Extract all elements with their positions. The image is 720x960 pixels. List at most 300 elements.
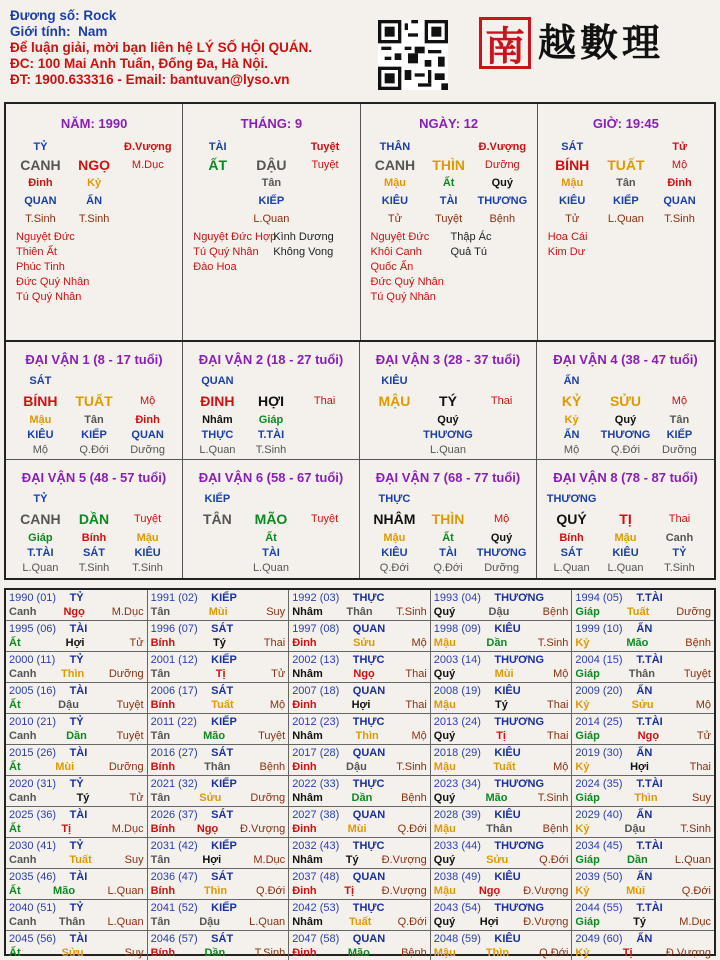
dai-van-row <box>6 545 182 560</box>
year-god: TÀI <box>69 747 88 759</box>
dai-van-state: Thai <box>313 395 336 407</box>
year-god: TÀI <box>69 871 88 883</box>
dai-van-state: Tuyệt <box>311 513 339 525</box>
year-cell <box>6 807 148 838</box>
dai-van-chi: DẦN <box>78 511 110 527</box>
year-state: L.Quan <box>674 854 711 866</box>
year-line <box>9 760 144 774</box>
year-state: Tuyệt <box>258 730 286 742</box>
year-cell <box>289 621 431 652</box>
year-line <box>9 746 144 760</box>
year-state: T.Sinh <box>680 823 711 835</box>
pillar-cell: Tân <box>261 177 282 189</box>
pillar-column <box>538 104 714 340</box>
dai-van-row <box>183 412 359 427</box>
year-line <box>151 915 286 929</box>
dai-van-cell-text: T.Sinh <box>255 443 287 456</box>
dai-van-cell-text: Dưỡng <box>130 443 165 456</box>
dai-van-cell-text: Ất <box>442 531 454 544</box>
year-god: THỰC <box>352 716 385 728</box>
year-line <box>292 746 427 760</box>
year-label: 1999 (10) <box>575 623 623 635</box>
brand-logo-text: 越數理 <box>538 20 665 65</box>
year-line <box>434 605 569 619</box>
year-can: Mậu <box>433 761 456 773</box>
dai-van-cell-text: THƯƠNG <box>476 546 527 559</box>
year-can: Tân <box>150 606 171 618</box>
pillar-cell: BÍNH <box>555 157 590 173</box>
year-line <box>575 915 711 929</box>
pillar-row <box>361 156 537 174</box>
pillar-cell: TÀI <box>439 195 458 207</box>
year-can: Nhâm <box>292 854 323 866</box>
pillar-cell: TỶ <box>33 141 48 153</box>
pillar-cell: DẬU <box>256 157 287 173</box>
dai-van-row <box>360 390 536 412</box>
four-pillars-panel <box>4 102 716 342</box>
year-line <box>292 853 427 867</box>
year-label: 2042 (53) <box>292 902 340 914</box>
year-can: Tân <box>150 668 171 680</box>
year-can: Bính <box>150 947 176 959</box>
year-can: Kỷ <box>575 823 590 835</box>
year-label: 2002 (13) <box>292 654 340 666</box>
year-cell <box>148 621 290 652</box>
dai-van-row <box>360 372 536 390</box>
year-state: Mộ <box>553 761 569 773</box>
pillar-row <box>538 174 714 192</box>
year-state: Tử <box>129 792 144 804</box>
year-can: Tân <box>150 854 171 866</box>
pillar-cell: Dưỡng <box>484 159 520 171</box>
year-line <box>434 932 569 946</box>
pillar-cell: NGỌ <box>78 157 111 173</box>
year-cell <box>6 900 148 931</box>
dai-van-row <box>6 412 182 427</box>
pillar-cell: Tuyệt <box>435 213 463 225</box>
dai-van-can: QUÝ <box>556 511 587 527</box>
year-label: 2017 (28) <box>292 747 340 759</box>
year-state: Tuyệt <box>116 699 144 711</box>
year-line <box>434 622 569 636</box>
year-cell <box>289 590 431 621</box>
chart-header <box>10 8 312 88</box>
dai-van-cell <box>183 342 360 460</box>
pillar-cell: TUẤT <box>607 157 645 173</box>
star-item: Đào Hoa <box>193 261 237 273</box>
year-state: Tử <box>129 637 144 649</box>
year-state: Mộ <box>411 637 427 649</box>
pillar-cell: Tuyệt <box>310 141 340 153</box>
dai-van-row <box>537 530 714 545</box>
year-label: 2047 (58) <box>292 933 340 945</box>
dai-van-cell-text: KIẾP <box>666 428 693 441</box>
year-state: Q.Đới <box>539 854 569 866</box>
dai-van-row <box>360 560 536 575</box>
year-label: 2009 (20) <box>575 685 623 697</box>
dai-van-cell-text: Bính <box>559 531 584 544</box>
year-god: KIÊU <box>494 871 521 883</box>
dai-van-cell-text: Q.Đới <box>433 561 463 574</box>
dai-van-row <box>183 508 359 530</box>
pillar-cell: L.Quan <box>607 213 644 225</box>
dai-van-cell-text: T.TÀI <box>27 546 54 559</box>
pillar-cell: Quý <box>491 177 514 189</box>
year-label: 2012 (23) <box>292 716 340 728</box>
year-chi: Dậu <box>199 916 221 928</box>
pillar-row <box>538 138 714 156</box>
year-label: 2034 (45) <box>575 840 623 852</box>
dai-van-state: Mộ <box>493 513 510 525</box>
year-line <box>9 884 144 898</box>
dai-van-chi: SỬU <box>609 393 642 409</box>
dai-van-cell-text: Giáp <box>258 413 284 426</box>
year-god: THƯƠNG <box>494 592 545 604</box>
year-chi: Hợi <box>65 637 85 649</box>
dai-van-chi: TUẤT <box>75 393 113 409</box>
dai-van-can: MẬU <box>378 393 411 409</box>
pillar-row <box>361 210 537 228</box>
year-cell <box>431 931 573 960</box>
year-line <box>575 870 711 884</box>
year-can: Nhâm <box>292 916 323 928</box>
year-can: Canh <box>9 916 37 928</box>
year-can: Bính <box>150 885 176 897</box>
star-item: Nguyệt Đức <box>370 231 430 243</box>
pillar-cell: M.Dục <box>131 159 164 171</box>
pillar-row <box>538 210 714 228</box>
year-can: Mậu <box>433 823 456 835</box>
year-can: Quý <box>433 792 456 804</box>
year-line <box>292 622 427 636</box>
year-label: 2024 (35) <box>575 778 623 790</box>
dai-van-row <box>6 372 182 390</box>
pillar-cell: T.Sinh <box>78 213 110 225</box>
year-can: Nhâm <box>292 730 323 742</box>
year-cell <box>572 683 714 714</box>
year-chi: Tý <box>212 637 226 649</box>
year-can: Mậu <box>433 637 456 649</box>
pillar-cell: QUAN <box>663 195 696 207</box>
year-chi: Dần <box>486 637 508 649</box>
dai-van-cell-text: Mậu <box>29 413 52 426</box>
year-god: KIÊU <box>494 747 521 759</box>
year-state: Đ.Vượng <box>240 823 286 835</box>
year-chi: Mão <box>485 792 508 804</box>
year-line <box>9 932 144 946</box>
year-line <box>434 853 569 867</box>
year-chi: Tý <box>633 916 646 928</box>
year-state: Thai <box>689 761 711 773</box>
year-line <box>151 839 286 853</box>
year-cell <box>289 745 431 776</box>
year-label: 1994 (05) <box>575 592 623 604</box>
year-state: Mộ <box>553 668 569 680</box>
dai-van-cell <box>537 460 714 578</box>
year-line <box>292 605 427 619</box>
year-chi: Dần <box>204 947 226 959</box>
star-item: Kim Dư <box>547 246 586 258</box>
dai-van-row <box>360 508 536 530</box>
year-god: ẤN <box>636 623 653 635</box>
dai-van-row <box>537 560 714 575</box>
year-can: Mậu <box>433 947 456 959</box>
year-line <box>9 698 144 712</box>
year-state: Thai <box>263 637 286 649</box>
year-label: 2037 (48) <box>292 871 340 883</box>
dai-van-cell <box>360 460 537 578</box>
pillar-cell: T.Sinh <box>25 213 56 225</box>
year-line <box>151 791 286 805</box>
year-cell <box>148 714 290 745</box>
pillar-cell: Đinh <box>28 177 53 189</box>
dai-van-row <box>183 490 359 508</box>
year-line <box>151 946 286 960</box>
year-can: Quý <box>433 730 456 742</box>
year-label: 1992 (03) <box>292 592 340 604</box>
year-god: SÁT <box>211 809 234 821</box>
year-can: Giáp <box>575 606 600 618</box>
year-label: 1990 (01) <box>9 592 57 604</box>
year-line <box>151 901 286 915</box>
year-can: Tân <box>150 792 171 804</box>
year-line <box>9 822 144 836</box>
year-line <box>9 791 144 805</box>
year-line <box>434 915 569 929</box>
year-label: 2018 (29) <box>433 747 481 759</box>
pillar-row <box>6 192 182 210</box>
year-can: Canh <box>9 854 37 866</box>
dai-van-row <box>183 427 359 442</box>
year-line <box>151 870 286 884</box>
year-state: L.Quan <box>249 916 286 928</box>
year-state: Dưỡng <box>676 606 711 618</box>
dai-van-cell-text: ẤN <box>563 428 580 441</box>
dai-van-god: QUAN <box>201 375 234 387</box>
year-chi: Hợi <box>479 916 499 928</box>
year-cell <box>431 838 573 869</box>
year-cell <box>431 869 573 900</box>
year-cell <box>289 652 431 683</box>
year-cell <box>6 776 148 807</box>
dai-van-row <box>537 490 714 508</box>
year-god: T.TÀI <box>636 840 663 852</box>
pillar-cell: Mậu <box>383 177 406 189</box>
year-line <box>292 729 427 743</box>
year-chi: Dần <box>626 854 648 866</box>
year-label: 2011 (22) <box>150 716 197 728</box>
year-chi: Dậu <box>488 606 510 618</box>
year-line <box>151 822 286 836</box>
year-label: 2035 (46) <box>9 871 57 883</box>
pillar-cell: L.Quan <box>253 213 290 225</box>
year-line <box>434 839 569 853</box>
year-line <box>575 729 711 743</box>
year-cell <box>431 776 573 807</box>
year-cell <box>572 590 714 621</box>
pillar-row <box>538 192 714 210</box>
year-line <box>575 946 711 960</box>
dai-van-state: Mộ <box>139 395 156 407</box>
year-state: Dưỡng <box>108 668 144 680</box>
dai-van-chi: HỢI <box>258 393 284 409</box>
year-can: Bính <box>150 637 176 649</box>
year-chi: Tị <box>622 947 633 959</box>
year-line <box>434 653 569 667</box>
year-god: KIẾP <box>211 716 237 728</box>
pillar-stars-good <box>16 230 89 305</box>
year-cell <box>6 652 148 683</box>
pillar-cell: Tân <box>616 177 636 189</box>
year-label: 2027 (38) <box>292 809 340 821</box>
year-cell <box>431 683 573 714</box>
year-line <box>292 791 427 805</box>
dai-van-row <box>6 560 182 575</box>
star-item: Tú Quý Nhân <box>193 246 259 258</box>
dai-van-god: ẤN <box>563 375 580 387</box>
year-label: 2005 (16) <box>9 685 57 697</box>
year-state: T.Sinh <box>254 947 286 959</box>
pillar-row <box>6 174 182 192</box>
year-god: ẤN <box>636 685 653 697</box>
dai-van-cell-text: L.Quan <box>22 561 59 574</box>
year-cell <box>6 590 148 621</box>
year-can: Đinh <box>292 885 317 897</box>
pillar-row <box>361 138 537 156</box>
year-state: Tử <box>696 730 711 742</box>
pillar-row <box>6 210 182 228</box>
year-line <box>151 667 286 681</box>
star-item: Đức Quý Nhân <box>16 276 90 288</box>
dai-van-can: CANH <box>20 511 61 527</box>
year-label: 2013 (24) <box>433 716 481 728</box>
year-god: TÀI <box>69 685 88 697</box>
dai-van-cell <box>183 460 360 578</box>
year-chi: Thân <box>58 916 86 928</box>
year-label: 2019 (30) <box>575 747 623 759</box>
year-cell <box>6 621 148 652</box>
star-item: Tú Quý Nhân <box>16 291 82 303</box>
year-label: 2008 (19) <box>433 685 481 697</box>
year-state: Đ.Vượng <box>381 885 427 897</box>
dai-van-row <box>537 427 714 442</box>
year-label: 1993 (04) <box>433 592 481 604</box>
dai-van-chi: THÌN <box>431 511 465 527</box>
star-item: Tú Quý Nhân <box>370 291 436 303</box>
year-can: Nhâm <box>292 606 323 618</box>
dai-van-title: ĐẠI VẬN 3 (28 - 37 tuổi) <box>375 352 521 367</box>
dai-van-cell-text: Mậu <box>136 531 159 544</box>
year-can: Canh <box>9 730 37 742</box>
year-line <box>151 684 286 698</box>
year-state: Tuyệt <box>116 730 144 742</box>
year-state: Tử <box>271 668 286 680</box>
dai-van-row <box>6 508 182 530</box>
year-state: Suy <box>266 606 286 618</box>
pillar-row <box>183 156 359 174</box>
year-cell <box>289 900 431 931</box>
year-line <box>9 870 144 884</box>
dai-van-cell-text: THƯƠNG <box>600 428 651 441</box>
year-god: QUAN <box>352 747 386 759</box>
dai-van-cell-text: T.Sinh <box>664 561 695 574</box>
year-cell <box>572 931 714 960</box>
year-god: SÁT <box>211 933 234 945</box>
year-god: THỰC <box>352 778 385 790</box>
year-chi: Mùi <box>347 823 367 835</box>
year-god: THƯƠNG <box>494 716 545 728</box>
pillar-cell: T.Sinh <box>664 213 695 225</box>
year-chi: Thân <box>486 823 513 835</box>
annual-luck-grid <box>4 588 716 959</box>
year-state: Bệnh <box>401 792 427 804</box>
year-god: T.TÀI <box>636 902 663 914</box>
year-line <box>292 808 427 822</box>
dai-van-god: SÁT <box>29 375 52 387</box>
dai-van-row <box>360 427 536 442</box>
year-cell <box>572 900 714 931</box>
dai-van-god: KIẾP <box>204 493 231 505</box>
dai-van-row <box>6 530 182 545</box>
contact-line: Để luận giải, mời bạn liên hệ LÝ SỐ HỘI QUÁN. <box>10 40 313 55</box>
pillar-stars-good <box>548 230 588 260</box>
dai-van-cell-text: KIÊU <box>27 428 54 441</box>
dai-van-title: ĐẠI VẬN 1 (8 - 17 tuổi) <box>25 352 163 367</box>
dai-van-row <box>183 390 359 412</box>
year-chi: Sửu <box>486 854 509 866</box>
dai-van-row <box>360 490 536 508</box>
pillar-cell: KIẾP <box>613 195 639 207</box>
year-label: 1995 (06) <box>9 623 57 635</box>
year-chi: Hợi <box>351 699 371 711</box>
year-god: TỶ <box>69 840 84 852</box>
dai-van-cell-text: Q.Đới <box>610 443 641 456</box>
dai-van-row <box>6 442 182 457</box>
year-chi: Thìn <box>355 730 379 742</box>
year-cell <box>289 776 431 807</box>
star-item: Phúc Tinh <box>16 261 65 273</box>
year-god: THƯƠNG <box>494 778 545 790</box>
year-chi: Tuất <box>348 916 372 928</box>
dai-van-cell-text: SÁT <box>560 546 583 559</box>
year-line <box>434 760 569 774</box>
year-god: QUAN <box>352 933 386 945</box>
year-line <box>575 884 711 898</box>
year-line <box>575 808 711 822</box>
year-chi: Sửu <box>631 699 654 711</box>
year-line <box>575 636 711 650</box>
year-cell <box>431 621 573 652</box>
year-line <box>9 636 144 650</box>
year-god: T.TÀI <box>636 778 663 790</box>
year-line <box>575 715 711 729</box>
pillar-row <box>6 156 182 174</box>
dai-van-cell-text: KIÊU <box>381 546 408 559</box>
year-god: TỶ <box>69 778 84 790</box>
dai-van-cell-text: Nhâm <box>202 413 233 426</box>
year-god: SÁT <box>211 623 234 635</box>
dai-van-cell-text: KIẾP <box>81 428 107 441</box>
dai-van-cell-text: Tân <box>84 413 104 426</box>
pillar-row <box>183 138 359 156</box>
year-label: 2004 (15) <box>575 654 623 666</box>
year-state: Suy <box>124 947 144 959</box>
year-line <box>575 591 711 605</box>
pillar-cell: CANH <box>374 157 416 173</box>
pillar-cell: Đ.Vượng <box>478 141 527 153</box>
dai-van-cell-text: Đinh <box>135 413 160 426</box>
year-chi: Mùi <box>494 668 514 680</box>
